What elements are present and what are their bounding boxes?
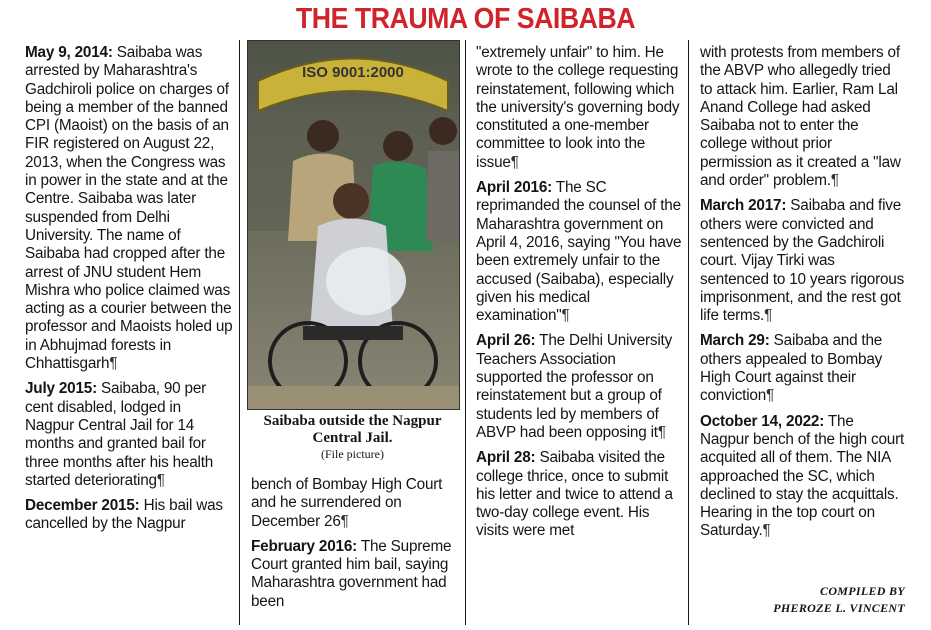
timeline-entry <box>251 538 461 611</box>
timeline-entry: July 2015: Saibaba, 90 per cent disabled, lodged in Nagpur Central Jail for 14 months and granted bail for three months after his health started deteriorating¶ <box>25 380 214 489</box>
column-divider <box>239 40 240 625</box>
photo-caption <box>247 413 458 462</box>
entry-text: Saibaba was arrested by Maharashtra's Gadchiroli police on charges of being a member of the banned CPI (Maoist) on the basis of an FIR registered on August 22, 2013, when the Congress was in power in the state and at the Centre. Saibaba was later suspended from Delhi University. The name of Saibaba had cropped after the arrest of JNU student Hem Mishra who police claimed was acting as a courier between the professor and Maoists holed up in Abhujmad forests in Chhattisgarh <box>25 44 233 373</box>
timeline-entry: bench of Bombay High Court and he surrendered on December 26¶ <box>251 476 443 530</box>
photo-illustration <box>248 41 459 409</box>
entry-date: October 14, 2022: <box>700 412 825 430</box>
entry-text: Saibaba, 90 per cent disabled, lodged in Nagpur Central Jail for 14 months and granted bail for three months after his health started deteriorating <box>25 380 214 489</box>
entry-date: April 26: <box>476 332 536 350</box>
column-4 <box>700 44 905 548</box>
gate-sign-text: ISO 9001:2000 <box>302 64 404 81</box>
timeline-entry: "extremely unfair" to him. He wrote to the college requesting reinstatement, following which the university's governing body constituted a one-member committee to look into the issue¶ <box>476 44 680 171</box>
compiled-by-credit <box>700 583 905 617</box>
entry-date: February 2016: <box>251 537 358 555</box>
entry-date: December 2015: <box>25 497 140 515</box>
entry-text: Saibaba and the others appealed to Bombay High Court against their conviction <box>700 332 883 405</box>
entry-text: with protests from members of the ABVP who allegedly tried to attack him. Earlier, Ram Lal Anand College had asked Saibaba not to enter the college without prior permission as it created a "law and order" problem. <box>700 44 901 190</box>
credit-line-1: COMPILED BY <box>820 584 905 598</box>
column-2 <box>251 476 461 618</box>
entry-date: March 2017: <box>700 197 787 215</box>
timeline-entry: May 9, 2014: Saibaba was arrested by Maharashtra's Gadchiroli police on charges of being a member of the banned CPI (Maoist) on the basis of an FIR registered on August 22, 2013, when the Congress was in power in the state and at the Centre. Saibaba was later suspended from Delhi University. The name of Saibaba had cropped after the arrest of JNU student Hem Mishra who police claimed was acting as a courier between the professor and Maoists holed up in Abhujmad forests in Chhattisgarh¶ <box>25 44 233 373</box>
entry-text: bench of Bombay High Court and he surrendered on December 26 <box>251 476 443 530</box>
entry-date: March 29: <box>700 332 770 350</box>
entry-date: April 2016: <box>476 179 553 197</box>
entry-text: "extremely unfair" to him. He wrote to the college requesting reinstatement, following which the university's governing body constituted a one-member committee to look into the issue <box>476 44 680 171</box>
caption-main: Saibaba outside the Nagpur Central Jail. <box>263 413 442 446</box>
entry-text: His bail was cancelled by the Nagpur <box>25 497 223 533</box>
entry-text: The Delhi University Teachers Association supported the professor on reinstatement but a group of students led by members of ABVP had been opposing it <box>476 332 673 441</box>
timeline-entry: March 29: Saibaba and the others appealed to Bombay High Court against their conviction¶ <box>700 332 883 405</box>
entry-date: April 28: <box>476 449 536 467</box>
entry-date: July 2015: <box>25 380 97 398</box>
entry-text: The Nagpur bench of the high court acquited all of them. The NIA approached the SC, which declined to stay the acquittals. Hearing in the top court on Saturday. <box>700 412 905 540</box>
column-divider <box>688 40 689 625</box>
timeline-entry: April 26: The Delhi University Teachers Association supported the professor on reinstatement but a group of students led by members of ABVP had been opposing it¶ <box>476 332 673 441</box>
caption-sub: (File picture) <box>321 447 384 461</box>
headline: THE TRAUMA OF SAIBABA <box>295 3 636 35</box>
column-3 <box>476 44 683 548</box>
credit-line-2: PHEROZE L. VINCENT <box>773 601 905 615</box>
entry-text: Saibaba and five others were convicted and sentenced by the Gadchiroli court. Vijay Tirki was sentenced to 10 years rigorous imprisonment, and the rest got life terms. <box>700 197 905 325</box>
column-1 <box>25 44 233 541</box>
column-divider <box>465 40 466 625</box>
news-photo <box>247 40 460 410</box>
timeline-entry: March 2017: Saibaba and five others were convicted and sentenced by the Gadchiroli court. Vijay Tirki was sentenced to 10 years rigorous imprisonment, and the rest got life terms.¶ <box>700 197 905 325</box>
timeline-entry: April 2016: The SC reprimanded the counsel of the Maharashtra government on April 4, 2016, saying "You have been extremely unfair to the accused (Saibaba), especially given his medical examination"¶ <box>476 179 682 325</box>
entry-text: The Supreme Court granted him bail, saying Maharashtra government had been <box>251 537 452 610</box>
entry-text: Saibaba visited the college thrice, once to submit his letter and twice to attend a two-day college event. His visits were met <box>476 449 673 540</box>
timeline-entry: with protests from members of the ABVP who allegedly tried to attack him. Earlier, Ram Lal Anand College had asked Saibaba not to enter the college without prior permission as it created a "law and order" problem.¶ <box>700 44 901 190</box>
timeline-entry <box>25 497 233 534</box>
entry-text: The SC reprimanded the counsel of the Maharashtra government on April 4, 2016, saying "You have been extremely unfair to the accused (Saibaba), especially given his medical examination" <box>476 179 682 325</box>
timeline-entry <box>476 449 683 540</box>
timeline-entry: October 14, 2022: The Nagpur bench of the high court acquited all of them. The NIA approached the SC, which declined to stay the acquittals. Hearing in the top court on Saturday.¶ <box>700 412 905 540</box>
entry-date: May 9, 2014: <box>25 44 113 61</box>
